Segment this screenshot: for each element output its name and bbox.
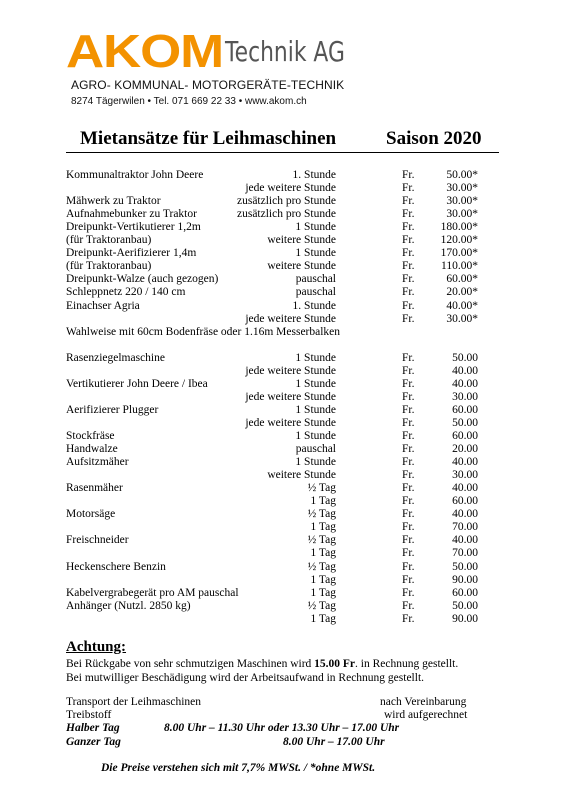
table-row — [0, 234, 565, 247]
price-value: 40.00 — [452, 508, 478, 521]
transport-label: Transport der Leihmaschinen — [66, 696, 201, 708]
currency: Fr. — [402, 364, 415, 377]
company-address: 8274 Tägerwilen • Tel. 071 669 22 33 • www.akom.ch — [71, 96, 307, 107]
currency: Fr. — [402, 182, 415, 195]
price-value: 60.00 — [452, 403, 478, 416]
rate-unit: jede weitere Stunde — [245, 364, 336, 377]
rate-unit: 1 Stunde — [295, 377, 336, 390]
rate-unit: 1 Stunde — [295, 430, 336, 442]
rate-unit: pauschal — [295, 286, 336, 299]
currency: Fr. — [402, 443, 415, 456]
currency: Fr. — [402, 221, 415, 234]
damage-note: Bei mutwilliger Beschädigung wird der Arbeitsaufwand in Rechnung gestellt. — [66, 672, 425, 684]
item-name: Dreipunkt-Walze (auch gezogen) — [66, 273, 219, 286]
price-value: 30.00* — [446, 208, 478, 221]
rate-unit: ½ Tag — [307, 534, 336, 547]
table-row — [0, 182, 565, 195]
rate-unit: 1 Tag — [310, 573, 336, 586]
item-name: Kommunaltraktor John Deere — [66, 169, 204, 181]
currency: Fr. — [402, 208, 415, 221]
currency: Fr. — [402, 430, 415, 442]
table-row — [0, 574, 565, 587]
dirty-return-note — [66, 658, 458, 670]
rate-unit: weitere Stunde — [267, 260, 336, 273]
currency: Fr. — [402, 234, 415, 247]
table-row — [0, 221, 565, 234]
rate-unit: ½ Tag — [307, 508, 336, 521]
title-divider — [66, 152, 499, 153]
note-fee: 15.00 Fr — [314, 658, 356, 670]
price-value: 50.00* — [446, 169, 478, 181]
logo-suffix: Technik AG — [225, 35, 345, 68]
rate-unit: zusätzlich pro Stunde — [236, 195, 336, 208]
item-name: Aufsitzmäher — [66, 456, 129, 469]
price-value: 50.00 — [452, 599, 478, 612]
rate-unit: ½ Tag — [307, 560, 336, 573]
item-name: Handwalze — [66, 443, 118, 456]
item-name: Freischneider — [66, 534, 129, 547]
item-name: Stockfräse — [66, 430, 115, 442]
table-row — [0, 260, 565, 273]
table-row — [0, 521, 565, 534]
currency: Fr. — [402, 573, 415, 586]
full-day-label: Ganzer Tag — [66, 736, 121, 748]
rate-unit: ½ Tag — [307, 482, 336, 495]
price-value: 70.00 — [452, 521, 478, 534]
item-name: Anhänger (Nutzl. 2850 kg) — [66, 599, 191, 612]
rate-unit: 1 Stunde — [295, 247, 336, 260]
table-row — [0, 326, 565, 339]
currency: Fr. — [402, 482, 415, 495]
currency: Fr. — [402, 390, 415, 403]
price-value: 40.00 — [452, 364, 478, 377]
table-row — [0, 482, 565, 495]
currency: Fr. — [402, 169, 415, 181]
half-day-label: Halber Tag — [66, 722, 120, 734]
item-name: Rasenziegelmaschine — [66, 351, 165, 364]
price-value: 30.00* — [446, 195, 478, 208]
table-row — [0, 547, 565, 560]
table-row — [0, 339, 565, 352]
rate-unit: jede weitere Stunde — [245, 416, 336, 429]
currency: Fr. — [402, 403, 415, 416]
price-value: 20.00* — [446, 286, 478, 299]
table-row — [0, 456, 565, 469]
price-value: 50.00 — [452, 351, 478, 364]
rate-unit: 1 Stunde — [295, 403, 336, 416]
table-row — [0, 300, 565, 313]
note-text-end: . in Rechnung gestellt. — [355, 658, 459, 670]
rate-unit: 1 Tag — [310, 521, 336, 534]
price-value: 170.00* — [440, 247, 478, 260]
currency: Fr. — [402, 599, 415, 612]
table-row — [0, 430, 565, 443]
item-name: Kabelvergrabegerät pro AM pauschal — [66, 586, 239, 599]
price-value: 50.00 — [452, 416, 478, 429]
rate-unit: weitere Stunde — [267, 234, 336, 247]
half-day-hours: 8.00 Uhr – 11.30 Uhr oder 13.30 Uhr – 17.00 Uhr — [164, 722, 400, 734]
price-value: 60.00 — [452, 586, 478, 599]
item-name: Einachser Agria — [66, 299, 140, 312]
currency: Fr. — [402, 273, 415, 286]
rate-unit: jede weitere Stunde — [245, 312, 336, 325]
item-name: Aufnahmebunker zu Traktor — [66, 208, 197, 221]
price-value: 40.00 — [452, 377, 478, 390]
table-row — [0, 600, 565, 613]
item-name: Mähwerk zu Traktor — [66, 195, 161, 208]
item-name: Motorsäge — [66, 508, 116, 521]
table-row — [0, 352, 565, 365]
table-row — [0, 195, 565, 208]
price-value: 70.00 — [452, 547, 478, 560]
table-row — [0, 613, 565, 626]
transport-value: nach Vereinbarung — [380, 696, 467, 708]
achtung-heading: Achtung: — [66, 639, 127, 655]
rate-unit: 1. Stunde — [292, 299, 336, 312]
rate-unit: 1 Stunde — [295, 221, 336, 234]
item-name: (für Traktoranbau) — [66, 260, 152, 273]
currency: Fr. — [402, 456, 415, 469]
price-value: 90.00 — [452, 573, 478, 586]
price-value: 30.00* — [446, 312, 478, 325]
table-row — [0, 273, 565, 286]
currency: Fr. — [402, 195, 415, 208]
table-row — [0, 469, 565, 482]
price-value: 60.00 — [452, 430, 478, 442]
rate-unit: jede weitere Stunde — [245, 390, 336, 403]
table-row — [0, 391, 565, 404]
item-name: Rasenmäher — [66, 482, 123, 495]
rate-unit: pauschal — [295, 273, 336, 286]
table-row — [0, 495, 565, 508]
currency: Fr. — [402, 312, 415, 325]
item-name: Vertikutierer John Deere / Ibea — [66, 377, 208, 390]
price-value: 60.00* — [446, 273, 478, 286]
price-value: 30.00 — [452, 390, 478, 403]
currency: Fr. — [402, 612, 415, 625]
item-name: (für Traktoranbau) — [66, 234, 152, 247]
fuel-value: wird aufgerechnet — [384, 709, 468, 721]
price-value: 60.00 — [452, 495, 478, 508]
rate-unit: jede weitere Stunde — [245, 182, 336, 195]
table-row — [0, 561, 565, 574]
currency: Fr. — [402, 534, 415, 547]
rate-unit: 1 Tag — [310, 495, 336, 508]
currency: Fr. — [402, 586, 415, 599]
table-row — [0, 169, 565, 182]
rate-unit: weitere Stunde — [267, 469, 336, 482]
company-tagline: AGRO- KOMMUNAL- MOTORGERÄTE-TECHNIK — [71, 78, 345, 92]
price-value: 40.00* — [446, 299, 478, 312]
currency: Fr. — [402, 469, 415, 482]
currency: Fr. — [402, 260, 415, 273]
table-row — [0, 508, 565, 521]
item-name: Heckenschere Benzin — [66, 560, 166, 573]
item-name: Aerifizierer Plugger — [66, 403, 159, 416]
rate-unit: ½ Tag — [307, 599, 336, 612]
currency: Fr. — [402, 495, 415, 508]
company-logo — [66, 25, 224, 77]
price-value: 50.00 — [452, 560, 478, 573]
table-row — [0, 443, 565, 456]
price-value: 110.00* — [441, 260, 478, 273]
currency: Fr. — [402, 521, 415, 534]
currency: Fr. — [402, 560, 415, 573]
table-row — [0, 587, 565, 600]
item-name: Dreipunkt-Vertikutierer 1,2m — [66, 221, 201, 234]
price-value: 120.00* — [440, 234, 478, 247]
table-row — [0, 247, 565, 260]
table-row — [0, 286, 565, 299]
vat-note: Die Preise verstehen sich mit 7,7% MWSt. / *ohne MWSt. — [101, 762, 376, 774]
note-text: Bei Rückgabe von sehr schmutzigen Maschinen wird — [66, 658, 315, 670]
currency: Fr. — [402, 508, 415, 521]
currency: Fr. — [402, 547, 415, 560]
currency: Fr. — [402, 351, 415, 364]
rate-unit: pauschal — [295, 443, 336, 456]
table-row — [0, 534, 565, 547]
price-value: 90.00 — [452, 612, 478, 625]
item-name: Schleppnetz 220 / 140 cm — [66, 286, 186, 299]
logo-brand: AKOM — [66, 25, 224, 77]
currency: Fr. — [402, 286, 415, 299]
table-row — [0, 404, 565, 417]
rate-unit: zusätzlich pro Stunde — [236, 208, 336, 221]
rate-unit: 1 Tag — [310, 547, 336, 560]
full-day-hours: 8.00 Uhr – 17.00 Uhr — [283, 736, 385, 748]
price-value: 40.00 — [452, 534, 478, 547]
page-title: Mietansätze für Leihmaschinen — [80, 128, 337, 149]
price-value: 30.00* — [446, 182, 478, 195]
table-row — [0, 417, 565, 430]
currency: Fr. — [402, 247, 415, 260]
rate-unit: 1 Stunde — [295, 456, 336, 469]
item-name: Wahlweise mit 60cm Bodenfräse oder 1.16m Messerbalken — [66, 325, 341, 338]
price-value: 180.00* — [440, 221, 478, 234]
rate-unit: 1 Tag — [310, 586, 336, 599]
price-value: 40.00 — [452, 482, 478, 495]
table-row — [0, 365, 565, 378]
table-row — [0, 208, 565, 221]
table-row — [0, 378, 565, 391]
price-value: 30.00 — [452, 469, 478, 482]
rate-unit: 1 Tag — [310, 612, 336, 625]
currency: Fr. — [402, 416, 415, 429]
fuel-label: Treibstoff — [66, 709, 112, 721]
season-label: Saison 2020 — [386, 128, 482, 149]
item-name: Dreipunkt-Aerifizierer 1,4m — [66, 247, 197, 260]
currency: Fr. — [402, 299, 415, 312]
table-row — [0, 313, 565, 326]
rate-unit: 1 Stunde — [295, 351, 336, 364]
rate-unit: 1. Stunde — [292, 169, 336, 181]
price-value: 40.00 — [452, 456, 478, 469]
currency: Fr. — [402, 377, 415, 390]
price-value: 20.00 — [452, 443, 478, 456]
